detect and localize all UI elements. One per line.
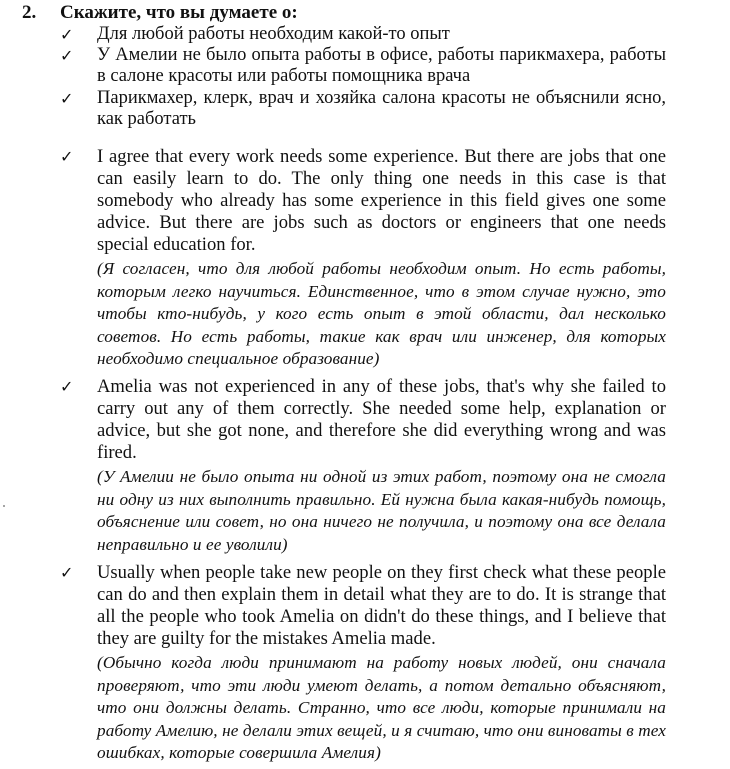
- list-item: [60, 376, 666, 556]
- checkmark-icon: ✓: [60, 89, 74, 108]
- checkmark-icon: ✓: [60, 377, 74, 396]
- checkmark-icon: ✓: [60, 25, 74, 44]
- list-item: [60, 45, 666, 87]
- checkmark-icon: ✓: [60, 563, 74, 582]
- item-text: Amelia was not experienced in any of these jobs, that's why she failed to carry out any of them correctly. She needed some help, explanation or advice, but she got none, and therefore she did everything wrong and was fired.: [97, 376, 666, 463]
- scan-artifact-dot: [3, 505, 5, 507]
- list-item: [60, 88, 666, 130]
- checkmark-icon: ✓: [60, 147, 74, 166]
- item-text: I agree that every work needs some experience. But there are jobs that one can easily learn to do. The only thing one needs in this case is that somebody who already has some experience in this field gives one some advice. But there are jobs such as doctors or engineers that one needs special education for.: [97, 146, 666, 255]
- list-item: [60, 562, 666, 765]
- item-text: У Амелии не было опыта работы в офисе, работы парикмахера, работы в салоне красоты или работы помощника врача: [97, 45, 666, 86]
- item-text: Usually when people take new people on they first check what these people can do and then explain them in detail what they are to do. It is strange that all the people who took Amelia on didn't do these things, and I believe that they are guilty for the mistakes Amelia made.: [97, 562, 666, 649]
- question-number: 2.: [22, 2, 37, 23]
- item-translation: (Обычно когда люди принимают на работу новых людей, они сначала проверяют, что эти люди умеют делать, а потом детально объясняют, что они должны делать. Странно, что все люди, которые принимали на работу Амелию, не делали этих вещей, и я считаю, что они виноваты в тех ошибках, которые совершила Амелия): [97, 653, 666, 762]
- item-translation: (У Амелии не было опыта ни одной из этих работ, поэтому она не смогла ни одну из них выполнить правильно. Ей нужна была какая-нибудь помощь, объяснение или совет, но она ничего не получила, и поэтому она все делала неправильно и ее уволили): [97, 467, 666, 554]
- checkmark-icon: ✓: [60, 46, 74, 65]
- item-text: Для любой работы необходим какой-то опыт: [97, 24, 450, 44]
- item-text: Парикмахер, клерк, врач и хозяйка салона красоты не объяснили ясно, как работать: [97, 88, 666, 129]
- question-title: Скажите, что вы думаете о:: [60, 2, 298, 23]
- list-item: [60, 24, 666, 45]
- item-translation: (Я согласен, что для любой работы необходим опыт. Но есть работы, которым легко научиться. Единственное, что в этом случае нужно, это чтобы кто-нибудь, у кого есть опыт в этой области, дал несколько советов. Но есть работы, такие как врач или инженер, для которых необходимо специальное образование): [97, 259, 666, 368]
- list-item: [60, 146, 666, 371]
